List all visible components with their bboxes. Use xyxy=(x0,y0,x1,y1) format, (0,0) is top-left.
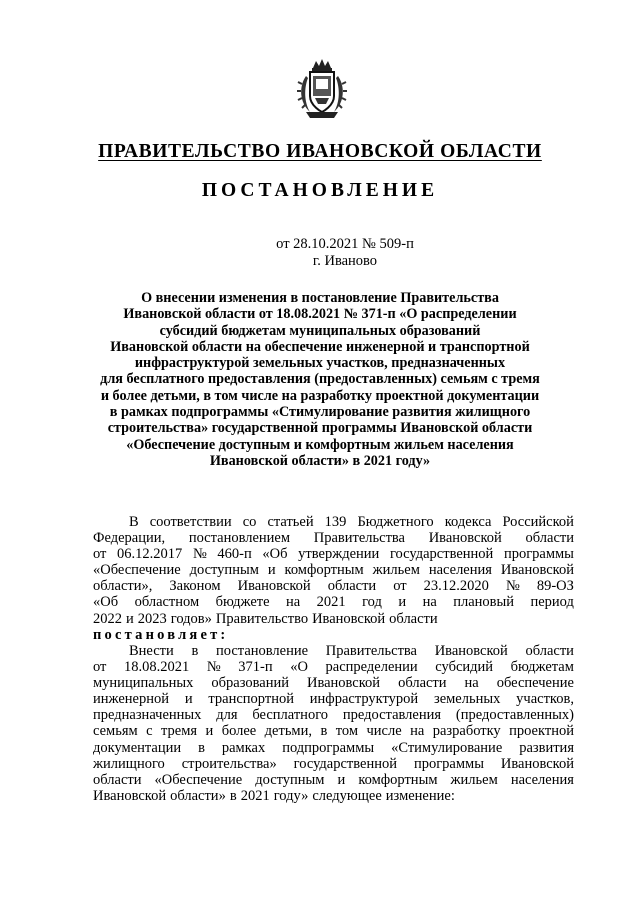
paragraph-line: Внести в постановление Правительства Ивановской области xyxy=(129,643,574,659)
paragraph-line: Федерации, постановлением Правительства Ивановской области xyxy=(93,530,574,547)
operative-paragraph xyxy=(93,643,574,804)
preamble-paragraph xyxy=(93,514,574,627)
resolves-line xyxy=(93,627,574,643)
paragraph-line: Ивановской области» в 2021 году» следующее изменение: xyxy=(93,787,455,804)
paragraph-line: жилищного строительства» государственной программы Ивановской xyxy=(93,755,574,772)
document-type: ПОСТАНОВЛЕНИЕ xyxy=(201,180,439,201)
title-line: строительства» государственной программы Ивановской области xyxy=(107,420,533,437)
paragraph-line: предназначенных для бесплатного предоставления (предоставленных) xyxy=(93,707,574,724)
paragraph-line: «Об областном бюджете на 2021 год и на плановый период xyxy=(93,594,574,611)
document-date-number: от 28.10.2021 № 509-п xyxy=(276,236,414,252)
document-date-block xyxy=(0,236,640,270)
title-line: в рамках подпрограммы «Стимулирование развития жилищного xyxy=(109,404,531,421)
title-line: Ивановской области» в 2021 году» xyxy=(209,452,431,469)
title-line: субсидий бюджетам муниципальных образований xyxy=(159,322,481,339)
paragraph-line: от 06.12.2017 № 460-п «Об утверждении государственной программы xyxy=(93,546,574,563)
paragraph-line: муниципальных образований Ивановской области на обеспечение xyxy=(93,675,574,692)
coat-of-arms-icon xyxy=(296,58,348,120)
organization-name-text: ПРАВИТЕЛЬСТВО ИВАНОВСКОЙ ОБЛАСТИ xyxy=(98,141,542,162)
paragraph-line: инженерной и транспортной инфраструктурой земельных участков, xyxy=(93,691,574,708)
title-line: Ивановской области от 18.08.2021 № 371-п «О распределении xyxy=(123,306,517,323)
document-city: г. Иваново xyxy=(312,253,378,269)
paragraph-line: документации в рамках подпрограммы «Стимулирование развития xyxy=(93,739,574,756)
paragraph-line: области «Обеспечение доступным и комфортным жильем населения xyxy=(93,771,574,788)
paragraph-line: «Обеспечение доступным и комфортным жильем населения Ивановской xyxy=(93,562,574,579)
document-title xyxy=(60,290,580,469)
title-line: для бесплатного предоставления (предоставленных) семьям с тремя xyxy=(100,371,540,388)
title-line: «Обеспечение доступным и комфортным жильем населения xyxy=(126,436,514,453)
paragraph-line: области», Законом Ивановской области от 23.12.2020 № 89-ОЗ xyxy=(93,578,574,595)
paragraph-line: от 18.08.2021 № 371-п «О распределении субсидий бюджетам xyxy=(93,659,574,676)
title-line: О внесении изменения в постановление Правительства xyxy=(141,290,499,306)
title-line: инфраструктурой земельных участков, предназначенных xyxy=(134,355,506,372)
paragraph-line: 2022 и 2023 годов» Правительство Ивановской области xyxy=(93,610,438,627)
paragraph-line: семьям с тремя и более детьми, в том числе на разработку проектной xyxy=(93,723,574,740)
resolves-word: постановляет: xyxy=(93,627,229,643)
title-line: и более детьми, в том числе на разработку проектной документации xyxy=(100,387,540,404)
title-line: Ивановской области на обеспечение инженерной и транспортной xyxy=(110,338,530,355)
organization-name xyxy=(0,141,640,163)
paragraph-line: В соответствии со статьей 139 Бюджетного кодекса Российской xyxy=(129,514,574,530)
